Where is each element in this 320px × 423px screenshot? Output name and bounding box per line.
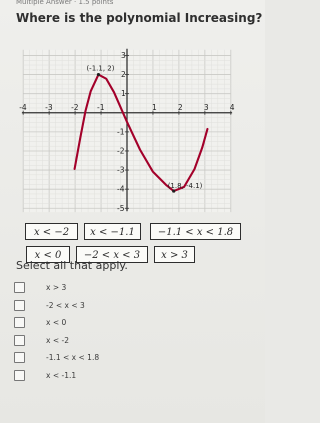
option-row[interactable] bbox=[14, 332, 254, 350]
chip-x-greater-3[interactable]: x > 3 bbox=[154, 246, 195, 263]
y-axis-tick-label: -2 bbox=[117, 146, 125, 156]
answer-options-list bbox=[14, 279, 254, 384]
x-axis-tick-label: -3 bbox=[45, 102, 53, 112]
x-axis-tick-label: 4 bbox=[229, 102, 235, 112]
x-axis-tick-label: -1 bbox=[97, 102, 105, 112]
checkbox[interactable] bbox=[14, 282, 25, 293]
x-axis-tick-label: -4 bbox=[19, 102, 27, 112]
question-title: Where is the polynomial Increasing? bbox=[16, 11, 263, 25]
instruction-text: Select all that apply. bbox=[16, 259, 128, 272]
chip-x-less-0[interactable]: x < 0 bbox=[26, 246, 70, 263]
turning-point-label: (-1.1, 2) bbox=[86, 64, 115, 73]
option-label: x < -1.1 bbox=[46, 370, 77, 380]
chip-neg1-1-less-x-less-1-8[interactable]: −1.1 < x < 1.8 bbox=[150, 223, 241, 240]
option-label: x > 3 bbox=[46, 283, 67, 293]
turning-point-label: (1.8, -4.1) bbox=[167, 182, 203, 191]
question-meta: Multiple Answer · 1.5 points bbox=[16, 0, 114, 6]
option-row[interactable] bbox=[14, 297, 254, 315]
option-label: -2 < x < 3 bbox=[46, 300, 85, 310]
option-label: -1.1 < x < 1.8 bbox=[46, 353, 100, 363]
y-axis-tick-label: -5 bbox=[117, 203, 125, 213]
option-row[interactable] bbox=[14, 367, 254, 385]
checkbox[interactable] bbox=[14, 300, 25, 311]
x-axis-tick-label: 3 bbox=[203, 102, 209, 112]
chip-neg2-less-x-less-3[interactable]: −2 < x < 3 bbox=[76, 246, 148, 263]
option-label: x < -2 bbox=[46, 335, 69, 345]
x-axis-tick-label: 2 bbox=[177, 102, 183, 112]
turning-point-marker bbox=[97, 73, 100, 76]
checkbox[interactable] bbox=[14, 352, 25, 363]
checkbox[interactable] bbox=[14, 317, 25, 328]
y-axis-tick-label: 1 bbox=[121, 89, 126, 99]
x-axis-tick-label: 1 bbox=[151, 102, 157, 112]
y-axis-tick-label: 2 bbox=[121, 70, 126, 80]
option-row[interactable] bbox=[14, 349, 254, 367]
option-row[interactable] bbox=[14, 314, 254, 332]
y-axis-tick-label: -3 bbox=[117, 165, 125, 175]
y-axis-tick-label: -1 bbox=[117, 127, 125, 137]
option-label: x < 0 bbox=[46, 318, 67, 328]
chip-x-less-neg1-1[interactable]: x < −1.1 bbox=[84, 223, 141, 240]
polynomial-graph bbox=[0, 40, 265, 230]
option-row[interactable] bbox=[14, 279, 254, 297]
y-axis-tick-label: 3 bbox=[121, 50, 126, 60]
y-axis-tick-label: -4 bbox=[117, 184, 125, 194]
checkbox[interactable] bbox=[14, 335, 25, 346]
checkbox[interactable] bbox=[14, 370, 25, 381]
chip-x-less-neg2[interactable]: x < −2 bbox=[25, 223, 78, 240]
x-axis-tick-label: -2 bbox=[71, 102, 79, 112]
